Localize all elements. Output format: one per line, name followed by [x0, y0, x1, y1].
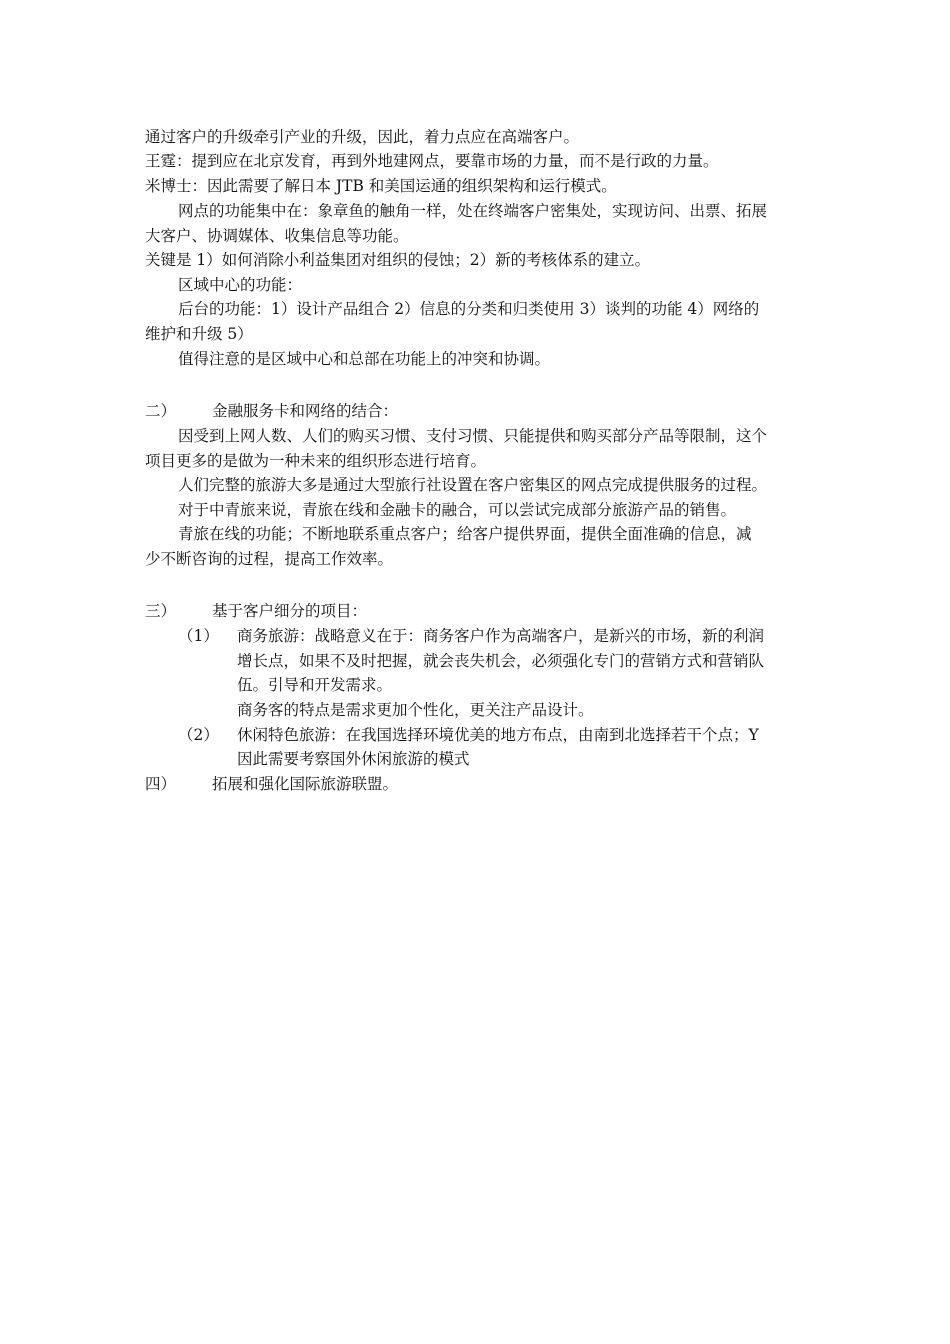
- list-item-line: 伍。引导和开发需求。: [237, 676, 393, 694]
- section-title: 基于客户细分的项目：: [212, 602, 368, 620]
- section-number: 三）: [145, 602, 177, 620]
- paragraph-line: 区域中心的功能：: [178, 276, 303, 294]
- paragraph-line: 维护和升级 5）: [145, 325, 253, 343]
- paragraph-line: 米博士：因此需要了解日本 JTB 和美国运通的组织架构和运行模式。: [145, 177, 617, 195]
- list-item-line: 增长点，如果不及时把握，就会丧失机会，必须强化专门的营销方式和营销队: [237, 652, 765, 670]
- list-item-line: 商务客的特点是需求更加个性化，更关注产品设计。: [237, 701, 594, 719]
- paragraph-line: 关键是 1）如何消除小利益集团对组织的侵蚀；2）新的考核体系的建立。: [145, 251, 651, 269]
- paragraph-line: 后台的功能：1）设计产品组合 2）信息的分类和归类使用 3）谈判的功能 4）网络的: [178, 300, 760, 318]
- list-marker: （1）: [178, 627, 219, 645]
- paragraph-line: 王霆：提到应在北京发育，再到外地建网点，要靠市场的力量，而不是行政的力量。: [145, 152, 719, 170]
- section-title: 金融服务卡和网络的结合：: [212, 402, 399, 420]
- section-title: 拓展和强化国际旅游联盟。: [212, 775, 399, 793]
- paragraph-line: 网点的功能集中在：象章鱼的触角一样，处在终端客户密集处，实现访问、出票、拓展: [178, 202, 768, 220]
- list-marker: （2）: [178, 726, 219, 744]
- paragraph-line: 对于中青旅来说，青旅在线和金融卡的融合，可以尝试完成部分旅游产品的销售。: [178, 501, 737, 519]
- paragraph-line: 因受到上网人数、人们的购买习惯、支付习惯、只能提供和购买部分产品等限制，这个: [178, 427, 768, 445]
- paragraph-line: 大客户、协调媒体、收集信息等功能。: [145, 227, 409, 245]
- paragraph-line: 通过客户的升级牵引产业的升级，因此，着力点应在高端客户。: [145, 128, 580, 146]
- list-item-line: 休闲特色旅游：在我国选择环境优美的地方布点，由南到北选择若干个点；Y: [237, 726, 759, 744]
- paragraph-line: 人们完整的旅游大多是通过大型旅行社设置在客户密集区的网点完成提供服务的过程。: [178, 476, 768, 494]
- paragraph-line: 值得注意的是区域中心和总部在功能上的冲突和协调。: [178, 350, 551, 368]
- section-number: 四）: [145, 775, 177, 793]
- paragraph-line: 项目更多的是做为一种未来的组织形态进行培育。: [145, 452, 487, 470]
- section-number: 二）: [145, 402, 177, 420]
- paragraph-line: 青旅在线的功能；不断地联系重点客户；给客户提供界面，提供全面准确的信息，减: [178, 525, 752, 543]
- list-item-line: 因此需要考察国外休闲旅游的模式: [237, 750, 470, 768]
- paragraph-line: 少不断咨询的过程，提高工作效率。: [145, 550, 394, 568]
- list-item-line: 商务旅游：战略意义在于：商务客户作为高端客户，是新兴的市场，新的利润: [237, 627, 765, 645]
